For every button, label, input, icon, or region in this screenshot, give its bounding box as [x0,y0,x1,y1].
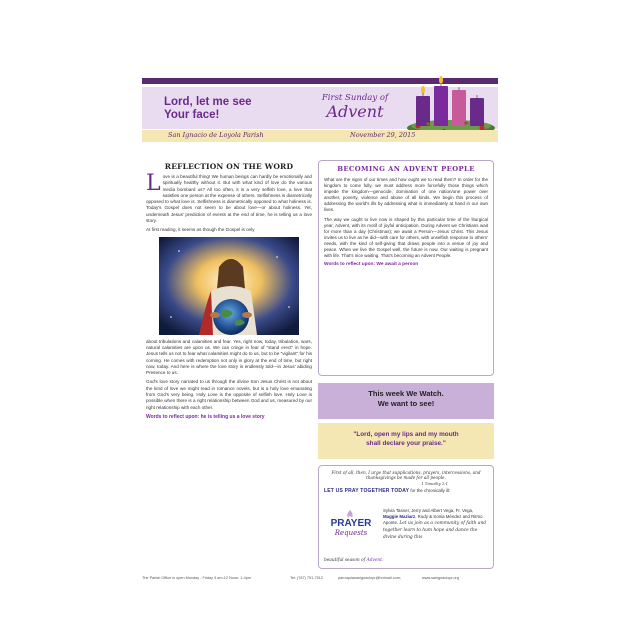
prayer-logo-word1: PRAYER [330,518,372,529]
prayer-intro: First of all, then, I urge that supplications, prayers, intercessions, and thanksgivings be made for all people, [331,470,481,481]
parish-name: San Ignacio de Loyola Parish [168,131,264,139]
prayer-names-bold: Maggie Maziarz [383,514,416,519]
prayer-lead [324,488,488,494]
dropcap-letter: L [146,171,161,196]
header-title-line1: Lord, let me see [164,96,252,108]
advent-box-para-2: The way we ought to live now is shaped by this particular time of the liturgical year, Advent, with its motif of joyful anticipation. During Advent we Christians wait for more than a day (Christmas); we await a Person—Jesus Christ. This Jesus invites us to live as he did—with care for others, with unselfish response to others' needs, with the kind of self-giving that draws people into a venue of joy and peace. When we live the Gospel well, the future is now. Our waiting is pregnant with life. That's nice waiting. That's becoming an Advent People. [324,216,488,259]
parish-date-bar [142,130,498,142]
header-title [164,96,284,122]
advent-wreath-illustration [404,76,498,138]
quote-banner [318,423,494,459]
footer-office-hours: The Parish Office is open Monday - Friday 9 am-12 Noon; 1-4pm [142,576,252,580]
prayer-names-2: , Rudy & Sonia Méndez and Ritmo Aponte. [383,514,483,525]
header-subtitle [310,93,400,120]
footer-website: www.sanignaciopr.org [422,576,459,580]
advent-box-para-1: What are the signs of our times and how ought we to read them? In order for the kingdom to come fully, we must address more forcefully those things which impede the kingdom—genocide, domination of one nation/one power over another, poverty, violence and abuse of all kinds. We begin this process of addressing the world's ills by addressing what is immediately at hand in our own lives. [324,177,488,213]
reflection-words: Words to reflect upon: he is telling us a love story [146,413,265,420]
issue-date: November 29, 2015 [350,131,416,139]
prayer-closing [324,558,383,563]
reflection-para-3: about tribulations and calamities and fear. Yes, right now, today, tribulation, wars, natural calamities are upon us. We can cringe in fear of "stand erect" in hope. Jesus tells us not to fear what calamities might do to us, but to be "vigilant" for his coming. He comes with redemption not only in glory at the end of time, but right now, today. And here is where the love story is endlessly told—in Jesus' abiding Presence to us. [146,338,312,376]
reflection-para-2: At first reading, it seems as though the Gospel is only [146,227,255,233]
reflection-column [146,162,312,420]
reflection-para-1-text: ove is a beautiful thing! We human beings can hardly be emotionally and spiritually healthy without it. But with what kind of love do the various media bombard us? All too often, it is a very selfish love, a love that satisfies one person at the expense of others. Selfishness is diametrically opposed to what love is. Selfishness is diametrically opposed to what holiness is. Today's Gospel does not seem to be about love—or about holiness. Yet, underneath Jesus' prediction of events at the end of time, he is telling us a love story. [146,174,312,224]
header-sub-line1: First Sunday of [321,93,389,103]
watch-line2: We want to see! [377,399,435,408]
reflection-para-1 [146,171,312,224]
prayer-reference: 1 Timothy 2:1 [421,480,448,486]
header-sub-line2: Advent [326,102,384,121]
footer-telephone: Tel: (787) 751-7512 [290,576,323,580]
prayer-logo-word2: Requests [334,529,368,537]
watch-banner [318,383,494,419]
prayer-requests-box [318,465,494,569]
advent-box-title: BECOMING AN ADVENT PEOPLE [337,165,475,173]
prayer-lead-rest: for the chronically ill: [410,487,451,493]
prayer-close-advent: Advent. [366,558,384,563]
quote-line1: "Lord, open my lips and my mouth [353,431,459,438]
footer-email: parroquiasanignaciopr@hotmail.com; [338,576,401,580]
watch-line1: This week We Watch. [368,389,444,398]
prayer-names [383,508,487,541]
prayer-names-italic: Let us join as a community of faith and together learn to hum hope and dance the divine during this [383,521,487,540]
reflection-title: REFLECTION ON THE WORD [164,162,294,171]
advent-box-words: Words to reflect upon: We await a person [324,262,419,268]
bulletin-page [142,78,498,584]
prayer-close-text: beautiful season of [324,558,366,563]
advent-people-box [318,160,494,376]
right-column [318,160,494,569]
reflection-para-4: God's love story narrated to us through the divine Son Jesus Christ is not about the kind of love we might read in romance novels, but is a holy love emanating from God's very being. Holy Love is the opposite of selfish love. Holy Love is possible when there is a right relationship between God and us, measured by our right relationship with each other. [146,379,312,410]
header-title-line2: Your face! [164,109,220,121]
jesus-globe-image [159,237,299,335]
prayer-lead-bold: LET US PRAY TOGETHER TODAY [324,487,410,494]
prayer-names-1: Sylvia Tasner, Jerry and Albert Vega, Fr. Vega, [383,508,474,513]
quote-line2: shall declare your praise." [366,440,446,447]
prayer-requests-logo [324,508,378,538]
